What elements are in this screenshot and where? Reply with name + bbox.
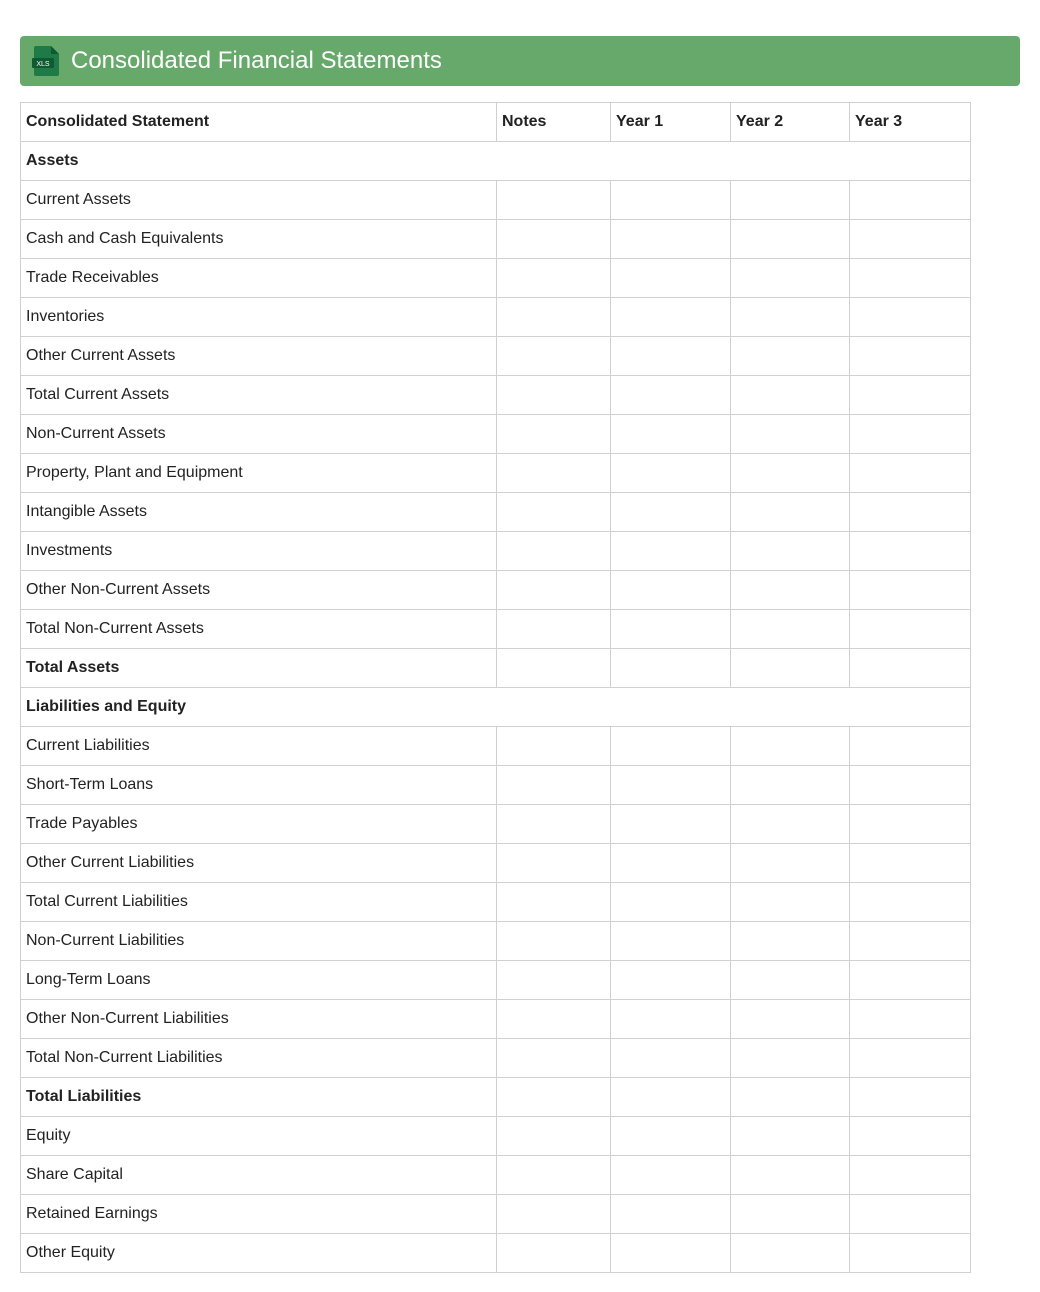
table-header-row [21, 103, 971, 142]
year-2-cell[interactable] [731, 1117, 850, 1156]
year-3-cell[interactable] [850, 337, 971, 376]
notes-cell[interactable] [497, 220, 611, 259]
year-1-cell[interactable] [611, 259, 731, 298]
year-3-cell[interactable] [850, 220, 971, 259]
table-row [21, 883, 971, 922]
year-3-cell[interactable] [850, 454, 971, 493]
year-1-cell[interactable] [611, 1117, 731, 1156]
year-1-cell[interactable] [611, 766, 731, 805]
year-3-cell[interactable] [850, 883, 971, 922]
year-1-cell[interactable] [611, 883, 731, 922]
table-row [21, 181, 971, 220]
table-row [21, 1195, 971, 1234]
year-3-cell[interactable] [850, 766, 971, 805]
year-1-cell[interactable] [611, 376, 731, 415]
year-3-cell[interactable] [850, 1156, 971, 1195]
notes-cell[interactable] [497, 532, 611, 571]
notes-cell[interactable] [497, 493, 611, 532]
year-1-cell[interactable] [611, 844, 731, 883]
notes-cell[interactable] [497, 1117, 611, 1156]
row-label-cell[interactable]: Investments [21, 532, 497, 571]
year-2-cell[interactable] [731, 298, 850, 337]
year-2-cell[interactable] [731, 181, 850, 220]
notes-cell[interactable] [497, 649, 611, 688]
row-label-cell[interactable]: Trade Payables [21, 805, 497, 844]
notes-cell[interactable] [497, 1195, 611, 1234]
notes-cell[interactable] [497, 844, 611, 883]
section-heading-cell[interactable]: Liabilities and Equity [21, 688, 971, 727]
table-row [21, 1039, 971, 1078]
year-3-cell[interactable] [850, 376, 971, 415]
year-1-cell[interactable] [611, 337, 731, 376]
year-2-cell[interactable] [731, 1234, 850, 1273]
year-2-cell[interactable] [731, 922, 850, 961]
year-2-cell[interactable] [731, 571, 850, 610]
year-2-cell[interactable] [731, 961, 850, 1000]
year-3-cell[interactable] [850, 181, 971, 220]
year-3-cell[interactable] [850, 610, 971, 649]
year-2-cell[interactable] [731, 727, 850, 766]
notes-cell[interactable] [497, 298, 611, 337]
table-row [21, 493, 971, 532]
year-3-cell[interactable] [850, 493, 971, 532]
table-row [21, 298, 971, 337]
row-label-cell[interactable]: Intangible Assets [21, 493, 497, 532]
row-label-cell[interactable]: Total Non-Current Liabilities [21, 1039, 497, 1078]
table-row [21, 571, 971, 610]
year-1-cell[interactable] [611, 922, 731, 961]
year-2-cell[interactable] [731, 415, 850, 454]
year-2-cell[interactable] [731, 454, 850, 493]
year-1-cell[interactable] [611, 1195, 731, 1234]
year-2-cell[interactable] [731, 259, 850, 298]
page-title: Consolidated Financial Statements [71, 47, 442, 74]
table-row [21, 961, 971, 1000]
column-header-statement[interactable]: Consolidated Statement [21, 103, 497, 142]
year-1-cell[interactable] [611, 298, 731, 337]
table-row [21, 610, 971, 649]
year-3-cell[interactable] [850, 922, 971, 961]
year-2-cell[interactable] [731, 493, 850, 532]
table-row [21, 532, 971, 571]
row-label-cell[interactable]: Equity [21, 1117, 497, 1156]
year-2-cell[interactable] [731, 220, 850, 259]
notes-cell[interactable] [497, 610, 611, 649]
year-2-cell[interactable] [731, 805, 850, 844]
notes-cell[interactable] [497, 805, 611, 844]
notes-cell[interactable] [497, 1000, 611, 1039]
table-row [21, 1234, 971, 1273]
year-3-cell[interactable] [850, 961, 971, 1000]
year-2-cell[interactable] [731, 1156, 850, 1195]
year-3-cell[interactable] [850, 415, 971, 454]
column-header-year-1[interactable]: Year 1 [611, 103, 731, 142]
row-label-cell[interactable]: Total Current Liabilities [21, 883, 497, 922]
year-3-cell[interactable] [850, 571, 971, 610]
table-row [21, 415, 971, 454]
section-heading-cell[interactable]: Assets [21, 142, 971, 181]
year-3-cell[interactable] [850, 649, 971, 688]
table-row [21, 220, 971, 259]
year-3-cell[interactable] [850, 1234, 971, 1273]
year-2-cell[interactable] [731, 1195, 850, 1234]
year-2-cell[interactable] [731, 610, 850, 649]
year-1-cell[interactable] [611, 493, 731, 532]
xls-file-icon [32, 45, 60, 77]
table-row [21, 454, 971, 493]
section-row [21, 142, 971, 181]
year-1-cell[interactable] [611, 1156, 731, 1195]
year-1-cell[interactable] [611, 454, 731, 493]
year-1-cell[interactable] [611, 415, 731, 454]
table-row [21, 1156, 971, 1195]
notes-cell[interactable] [497, 1078, 611, 1117]
year-2-cell[interactable] [731, 649, 850, 688]
year-3-cell[interactable] [850, 1078, 971, 1117]
table-row [21, 1078, 971, 1117]
year-3-cell[interactable] [850, 1117, 971, 1156]
page-header [20, 36, 1020, 86]
year-2-cell[interactable] [731, 1078, 850, 1117]
column-header-year-3[interactable]: Year 3 [850, 103, 971, 142]
row-label-cell[interactable]: Current Assets [21, 181, 497, 220]
row-label-cell[interactable]: Retained Earnings [21, 1195, 497, 1234]
notes-cell[interactable] [497, 1156, 611, 1195]
year-2-cell[interactable] [731, 337, 850, 376]
year-1-cell[interactable] [611, 181, 731, 220]
table-row [21, 1117, 971, 1156]
year-1-cell[interactable] [611, 1000, 731, 1039]
row-label-cell[interactable]: Share Capital [21, 1156, 497, 1195]
year-2-cell[interactable] [731, 883, 850, 922]
row-label-cell[interactable]: Other Current Liabilities [21, 844, 497, 883]
year-3-cell[interactable] [850, 805, 971, 844]
year-1-cell[interactable] [611, 220, 731, 259]
notes-cell[interactable] [497, 766, 611, 805]
row-label-cell[interactable]: Total Non-Current Assets [21, 610, 497, 649]
xls-icon-label: XLS [36, 61, 50, 68]
notes-cell[interactable] [497, 883, 611, 922]
row-label-cell[interactable]: Other Equity [21, 1234, 497, 1273]
financial-statement-table [20, 102, 971, 1273]
year-3-cell[interactable] [850, 844, 971, 883]
table-row [21, 766, 971, 805]
row-label-cell[interactable]: Short-Term Loans [21, 766, 497, 805]
year-2-cell[interactable] [731, 1039, 850, 1078]
table-row [21, 337, 971, 376]
table-row [21, 922, 971, 961]
notes-cell[interactable] [497, 181, 611, 220]
notes-cell[interactable] [497, 961, 611, 1000]
table-row [21, 1000, 971, 1039]
row-label-cell[interactable]: Long-Term Loans [21, 961, 497, 1000]
year-1-cell[interactable] [611, 610, 731, 649]
row-label-cell[interactable]: Other Non-Current Assets [21, 571, 497, 610]
notes-cell[interactable] [497, 1039, 611, 1078]
notes-cell[interactable] [497, 376, 611, 415]
year-1-cell[interactable] [611, 649, 731, 688]
table-row [21, 649, 971, 688]
year-2-cell[interactable] [731, 376, 850, 415]
notes-cell[interactable] [497, 259, 611, 298]
year-1-cell[interactable] [611, 805, 731, 844]
notes-cell[interactable] [497, 571, 611, 610]
table-body [21, 142, 971, 1273]
year-1-cell[interactable] [611, 1039, 731, 1078]
notes-cell[interactable] [497, 337, 611, 376]
notes-cell[interactable] [497, 454, 611, 493]
table-row [21, 376, 971, 415]
notes-cell[interactable] [497, 1234, 611, 1273]
year-3-cell[interactable] [850, 1039, 971, 1078]
row-label-cell[interactable]: Current Liabilities [21, 727, 497, 766]
table-row [21, 844, 971, 883]
column-header-year-2[interactable]: Year 2 [731, 103, 850, 142]
table-row [21, 727, 971, 766]
table-row [21, 259, 971, 298]
section-row [21, 688, 971, 727]
year-3-cell[interactable] [850, 532, 971, 571]
row-label-cell[interactable]: Non-Current Assets [21, 415, 497, 454]
notes-cell[interactable] [497, 415, 611, 454]
year-2-cell[interactable] [731, 532, 850, 571]
year-1-cell[interactable] [611, 1234, 731, 1273]
row-label-cell[interactable]: Other Non-Current Liabilities [21, 1000, 497, 1039]
year-1-cell[interactable] [611, 532, 731, 571]
year-2-cell[interactable] [731, 1000, 850, 1039]
row-label-cell[interactable]: Trade Receivables [21, 259, 497, 298]
year-1-cell[interactable] [611, 1078, 731, 1117]
row-label-cell[interactable]: Total Liabilities [21, 1078, 497, 1117]
year-3-cell[interactable] [850, 259, 971, 298]
year-3-cell[interactable] [850, 298, 971, 337]
year-3-cell[interactable] [850, 1000, 971, 1039]
year-1-cell[interactable] [611, 961, 731, 1000]
table-row [21, 805, 971, 844]
row-label-cell[interactable]: Total Assets [21, 649, 497, 688]
row-label-cell[interactable]: Inventories [21, 298, 497, 337]
row-label-cell[interactable]: Non-Current Liabilities [21, 922, 497, 961]
notes-cell[interactable] [497, 727, 611, 766]
row-label-cell[interactable]: Property, Plant and Equipment [21, 454, 497, 493]
column-header-notes[interactable]: Notes [497, 103, 611, 142]
row-label-cell[interactable]: Cash and Cash Equivalents [21, 220, 497, 259]
year-1-cell[interactable] [611, 571, 731, 610]
row-label-cell[interactable]: Other Current Assets [21, 337, 497, 376]
notes-cell[interactable] [497, 922, 611, 961]
year-2-cell[interactable] [731, 766, 850, 805]
year-1-cell[interactable] [611, 727, 731, 766]
year-2-cell[interactable] [731, 844, 850, 883]
year-3-cell[interactable] [850, 727, 971, 766]
year-3-cell[interactable] [850, 1195, 971, 1234]
row-label-cell[interactable]: Total Current Assets [21, 376, 497, 415]
